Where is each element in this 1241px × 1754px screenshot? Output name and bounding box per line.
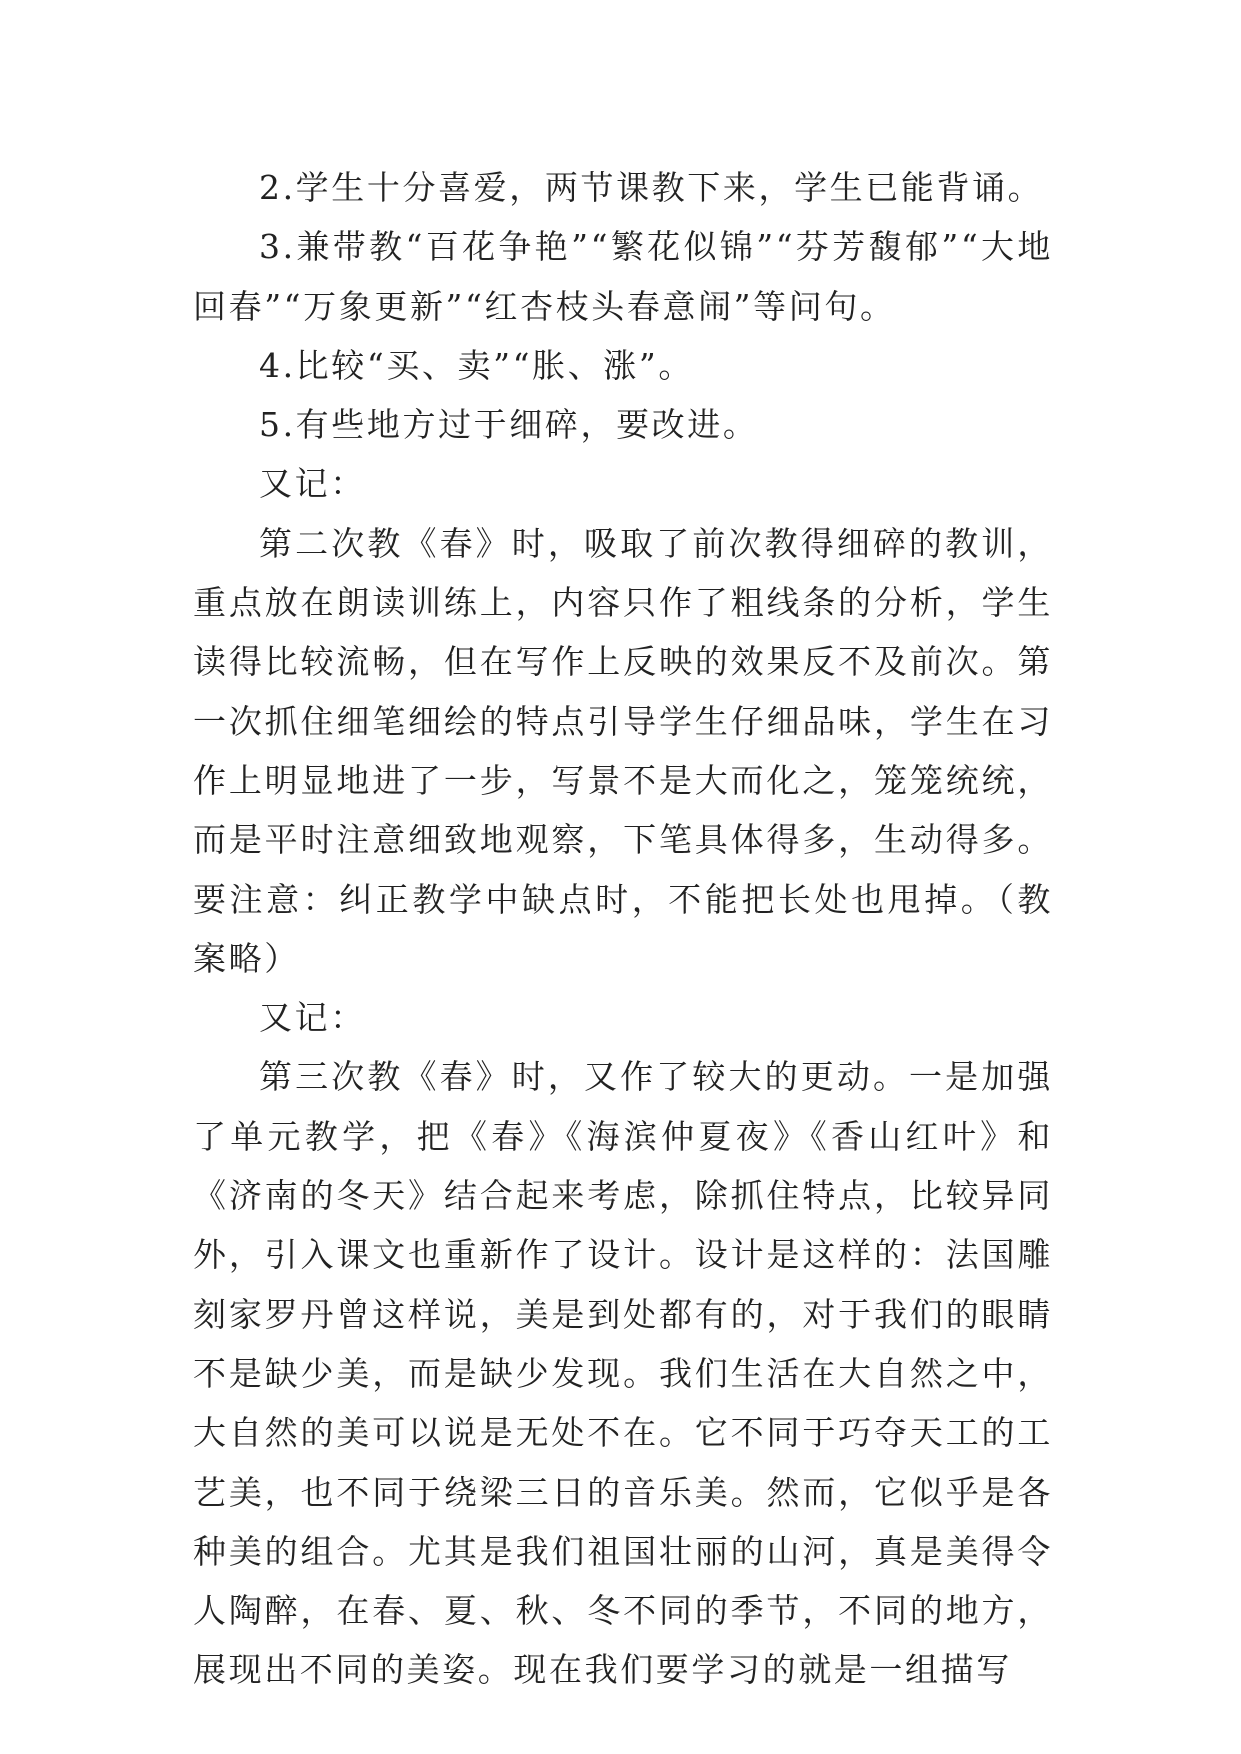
paragraph-item-5: 5.有些地方过于细碎，要改进。 xyxy=(259,405,759,445)
section-note-heading: 又记： xyxy=(259,464,366,504)
paragraph-item-4: 4.比较“买、卖”“胀、涨”。 xyxy=(259,345,694,385)
section-note-heading-2: 又记： xyxy=(259,998,366,1038)
paragraph-item-3: 3.兼带教“百花争艳”“繁花似锦”“芬芳馥郁”“大地回春”“万象更新”“红杏枝头春意闹”等问句。 xyxy=(193,227,1053,326)
third-lesson-paragraph: 第三次教《春》时，又作了较大的更动。一是加强了单元教学，把《春》《海滨仲夏夜》《香山红叶》和《济南的冬天》结合起来考虑，除抓住特点，比较异同外，引入课文也重新作了设计。设计是这样的：法国雕刻家罗丹曾这样说，美是到处都有的，对于我们的眼睛不是缺少美，而是缺少发现。我们生活在大自然之中，大自然的美可以说是无处不在。它不同于巧夺天工的工艺美，也不同于绕梁三日的音乐美。然而，它似乎是各种美的组合。尤其是我们祖国壮丽的山河，真是美得令人陶醉，在春、夏、秋、冬不同的季节，不同的地方，展现出不同的美姿。现在我们要学习的就是一组描写 xyxy=(193,1057,1053,1690)
paragraph-item-2: 2.学生十分喜爱，两节课教下来，学生已能背诵。 xyxy=(259,168,1044,207)
second-lesson-paragraph: 第二次教《春》时，吸取了前次教得细碎的教训，重点放在朗读训练上，内容只作了粗线条的分析，学生读得比较流畅，但在写作上反映的效果反不及前次。第一次抓住细笔细绘的特点引导学生仔细品味，学生在习作上明显地进了一步，写景不是大而化之，笼笼统统，而是平时注意细致地观察，下笔具体得多，生动得多。要注意：纠正教学中缺点时，不能把长处也甩掉。（教案略） xyxy=(193,523,1053,978)
document-body xyxy=(193,158,1053,1700)
